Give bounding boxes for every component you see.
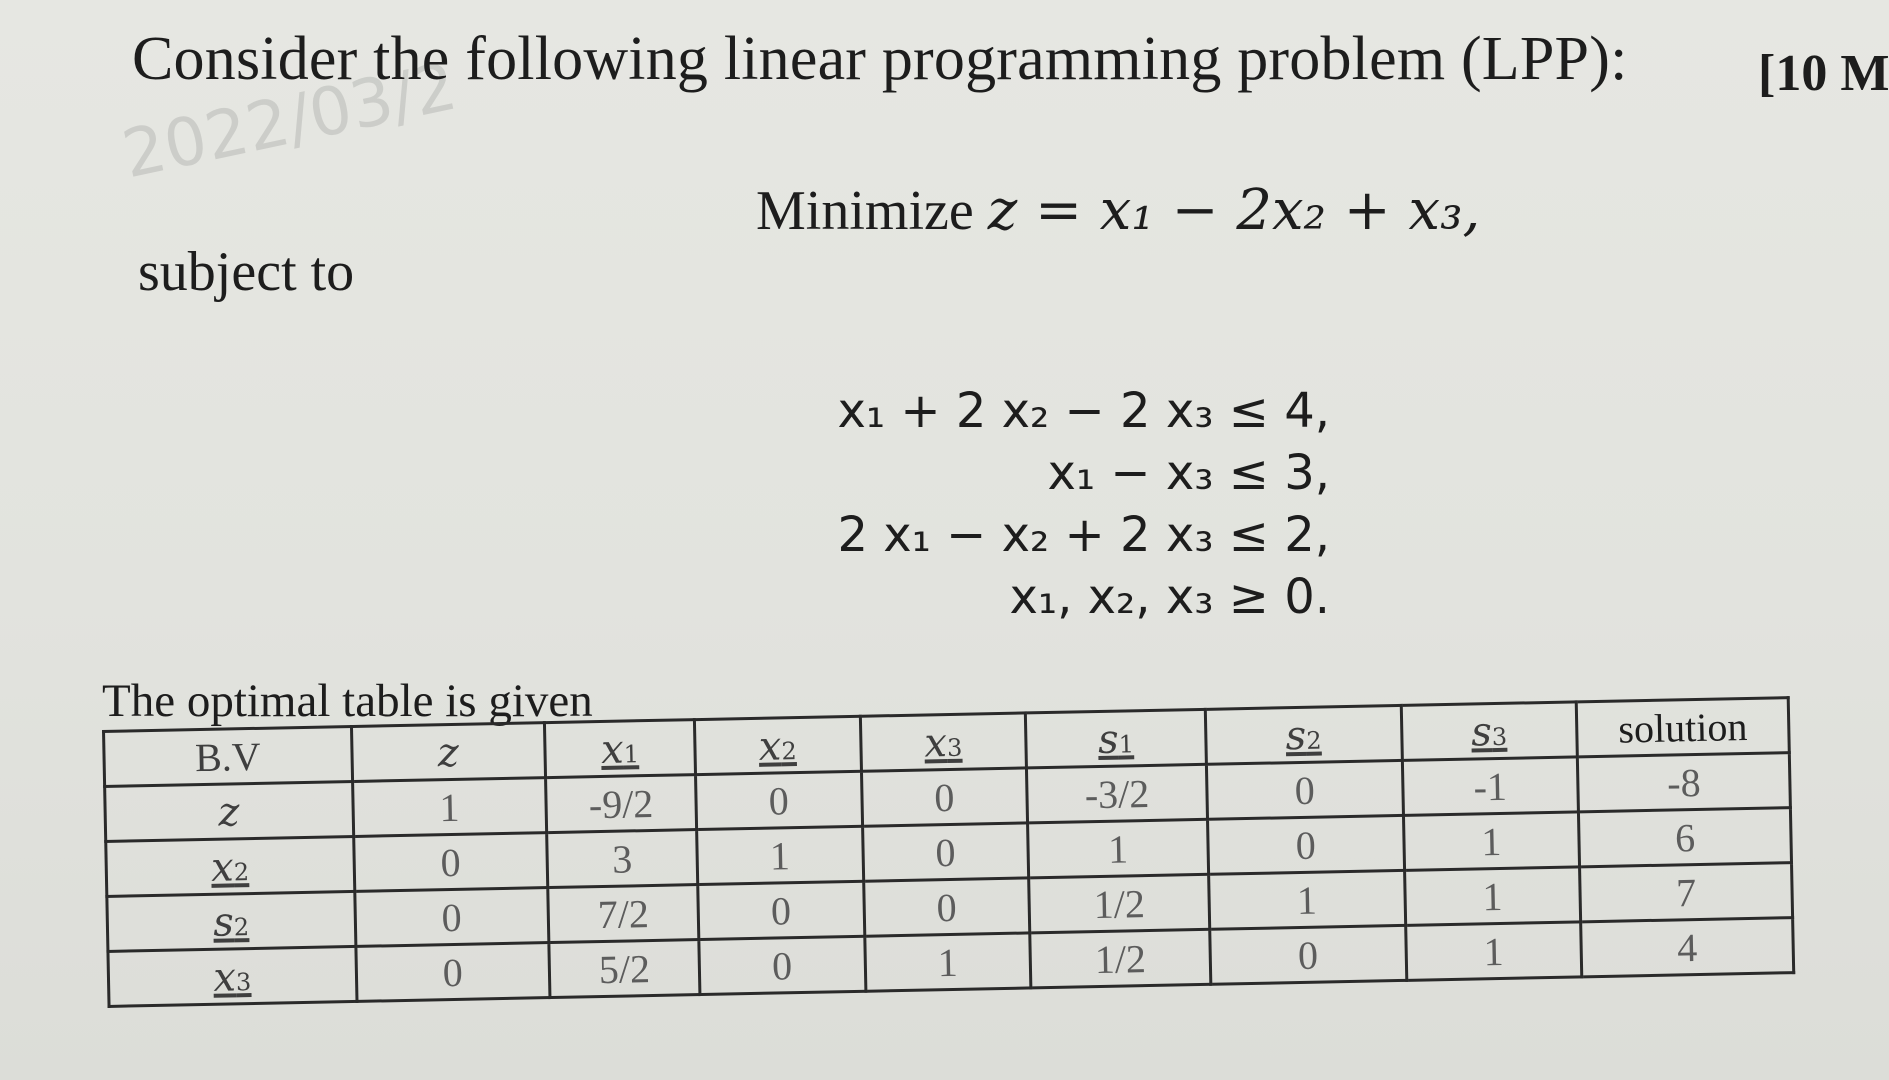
table-cell: 0: [354, 888, 549, 947]
table-cell: 1: [864, 933, 1031, 991]
basic-variable-cell: x3: [108, 946, 357, 1006]
table-cell: 0: [861, 768, 1028, 826]
header-z: z: [351, 723, 546, 782]
objective-expression: = x₁ − 2x₂ + x₃,: [1017, 178, 1481, 243]
table-cell: -3/2: [1027, 764, 1208, 823]
basic-variable-cell: z: [105, 781, 354, 841]
header-s3: s3: [1401, 702, 1578, 761]
table-cell: -9/2: [546, 775, 697, 833]
objective-function: [756, 178, 1480, 243]
header-x3: x3: [860, 713, 1027, 771]
table-cell: -1: [1402, 757, 1579, 816]
table-cell: 1: [352, 778, 547, 837]
table-cell: 0: [695, 771, 862, 829]
non-negativity-constraint: x₁, x₂, x₃ ≥ 0.: [1009, 569, 1330, 625]
table-cell: 1/2: [1030, 929, 1211, 988]
header-solution: solution: [1576, 698, 1789, 757]
header-s2: s2: [1205, 705, 1402, 764]
marks-label: [10 M: [1758, 45, 1889, 102]
objective-variable: z: [987, 178, 1018, 243]
objective-prefix: Minimize: [756, 180, 988, 242]
constraint-1: x₁ + 2 x₂ − 2 x₃ ≤ 4,: [837, 383, 1330, 439]
header-s1: s1: [1026, 709, 1207, 768]
table-cell: 3: [547, 830, 698, 888]
constraint-2: x₁ − x₃ ≤ 3,: [1047, 445, 1330, 501]
date-watermark: 2022/03/2: [116, 47, 464, 194]
table-cell: 1: [1403, 812, 1580, 871]
header-x2: x2: [694, 716, 861, 774]
table-caption: The optimal table is given: [102, 675, 593, 727]
header-bv: B.V: [104, 727, 353, 787]
table-cell: 0: [699, 936, 866, 994]
table-cell: 0: [1207, 815, 1404, 874]
table-cell: 0: [698, 881, 865, 939]
table-cell: 1: [696, 826, 863, 884]
table-cell: 4: [1581, 918, 1794, 977]
table-cell: 0: [353, 833, 548, 892]
constraints-block: [760, 380, 1330, 628]
optimal-simplex-table: [102, 696, 1795, 1008]
basic-variable-cell: x2: [106, 836, 355, 896]
table-cell: -8: [1577, 753, 1790, 812]
table-cell: 1/2: [1029, 874, 1210, 933]
subject-to-label: subject to: [138, 241, 355, 303]
table-cell: 5/2: [549, 940, 700, 998]
table-cell: 0: [863, 878, 1030, 936]
table-cell: 7: [1580, 863, 1793, 922]
header-x1: x1: [545, 720, 696, 778]
table-cell: 0: [1206, 760, 1403, 819]
basic-variable-cell: s2: [107, 891, 356, 951]
table-cell: 6: [1579, 808, 1792, 867]
table-cell: 7/2: [548, 885, 699, 943]
constraint-3: 2 x₁ − x₂ + 2 x₃ ≤ 2,: [837, 507, 1330, 563]
question-heading: Consider the following linear programming problem (LPP):: [132, 25, 1628, 93]
table-cell: 1: [1405, 922, 1582, 981]
table-cell: 1: [1404, 867, 1581, 926]
table-cell: 0: [862, 823, 1029, 881]
table-cell: 0: [1210, 925, 1407, 984]
table-cell: 0: [355, 943, 550, 1002]
table-cell: 1: [1209, 870, 1406, 929]
table-cell: 1: [1028, 819, 1209, 878]
